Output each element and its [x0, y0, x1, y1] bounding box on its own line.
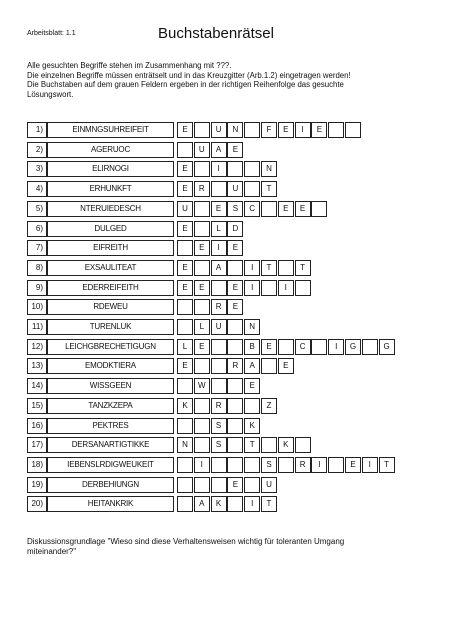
row-number: 19) — [27, 477, 47, 493]
answer-cell[interactable]: K — [244, 418, 260, 434]
answer-cell[interactable] — [194, 122, 210, 138]
answer-cell[interactable] — [278, 260, 294, 276]
answer-cell[interactable]: R — [194, 181, 210, 197]
answer-cell[interactable]: L — [194, 319, 210, 335]
answer-cell[interactable]: I — [328, 339, 344, 355]
answer-cell[interactable]: I — [244, 260, 260, 276]
answer-cell[interactable]: E — [227, 477, 243, 493]
answer-cell[interactable]: I — [244, 280, 260, 296]
row-number: 17) — [27, 437, 47, 453]
answer-cell[interactable] — [194, 477, 210, 493]
answer-cell[interactable]: N — [177, 437, 193, 453]
row-number: 7) — [27, 240, 47, 256]
answer-cell[interactable] — [261, 280, 277, 296]
answer-cell[interactable]: T — [379, 457, 395, 473]
scrambled-word: EXSAULITEAT — [47, 260, 174, 276]
puzzle-row — [27, 319, 447, 335]
scrambled-word: NTERUIEDESCH — [47, 201, 174, 217]
answer-cell[interactable] — [244, 161, 260, 177]
scrambled-word: WISSGEEN — [47, 378, 174, 394]
sheet-label: Arbeitsblatt: 1.1 — [27, 30, 76, 37]
answer-cell[interactable]: R — [295, 457, 311, 473]
answer-cell[interactable] — [211, 378, 227, 394]
answer-cell[interactable] — [177, 319, 193, 335]
answer-cell[interactable]: S — [261, 457, 277, 473]
row-number: 13) — [27, 358, 47, 374]
scrambled-word: TURENLUK — [47, 319, 174, 335]
scrambled-word: DERBEHIUNGN — [47, 477, 174, 493]
row-number: 12) — [27, 339, 47, 355]
answer-cell[interactable]: T — [295, 260, 311, 276]
answer-cell[interactable] — [227, 457, 243, 473]
scrambled-word: DERSANARTIGTIKKE — [47, 437, 174, 453]
answer-cell[interactable]: T — [261, 181, 277, 197]
answer-cell[interactable]: K — [278, 437, 294, 453]
row-number: 1) — [27, 122, 47, 138]
puzzle-row — [27, 122, 447, 138]
answer-cell[interactable]: E — [278, 358, 294, 374]
puzzle-row — [27, 398, 447, 414]
row-number: 9) — [27, 280, 47, 296]
answer-cell[interactable]: I — [362, 457, 378, 473]
answer-cell[interactable] — [244, 398, 260, 414]
answer-cell[interactable] — [211, 457, 227, 473]
answer-cell[interactable]: E — [345, 457, 361, 473]
answer-cell[interactable] — [278, 339, 294, 355]
answer-cell[interactable]: N — [227, 122, 243, 138]
answer-cell[interactable] — [211, 358, 227, 374]
scrambled-word: EDERREIFEITH — [47, 280, 174, 296]
answer-cell[interactable]: E — [295, 201, 311, 217]
instruction-line: Die einzelnen Begriffe müssen enträtselt und in das Kreuzgitter (Arb.1.2) eingetragen werden! — [27, 70, 351, 80]
answer-cell[interactable]: A — [211, 142, 227, 158]
answer-cell[interactable]: E — [227, 240, 243, 256]
row-number: 3) — [27, 161, 47, 177]
answer-cell[interactable] — [177, 378, 193, 394]
instruction-line: Lösungswort. — [27, 89, 74, 99]
answer-cell[interactable] — [295, 280, 311, 296]
answer-cell[interactable]: A — [211, 260, 227, 276]
answer-cell[interactable] — [295, 437, 311, 453]
answer-cell[interactable]: S — [211, 437, 227, 453]
answer-cell[interactable] — [194, 260, 210, 276]
puzzle-row — [27, 477, 447, 493]
puzzle-row — [27, 378, 447, 394]
answer-cell[interactable]: E — [261, 339, 277, 355]
answer-cell[interactable]: U — [227, 181, 243, 197]
answer-cell[interactable] — [227, 161, 243, 177]
row-number: 8) — [27, 260, 47, 276]
answer-cell[interactable] — [194, 358, 210, 374]
answer-cell[interactable]: U — [177, 201, 193, 217]
answer-cell[interactable]: B — [244, 339, 260, 355]
answer-cell[interactable] — [227, 378, 243, 394]
answer-cell[interactable]: G — [345, 339, 361, 355]
answer-cell[interactable]: E — [194, 240, 210, 256]
answer-cell[interactable]: S — [227, 201, 243, 217]
scrambled-word: LEICHGBRECHETIGUGN — [47, 339, 174, 355]
answer-cell[interactable]: K — [177, 398, 193, 414]
puzzle-row — [27, 358, 447, 374]
puzzle-row — [27, 418, 447, 434]
puzzle-row — [27, 260, 447, 276]
scrambled-word: PEKTRES — [47, 418, 174, 434]
answer-cell[interactable]: E — [227, 280, 243, 296]
answer-cell[interactable]: E — [177, 221, 193, 237]
answer-cell[interactable]: U — [194, 142, 210, 158]
answer-cell[interactable] — [227, 260, 243, 276]
row-number: 4) — [27, 181, 47, 197]
answer-cell[interactable]: T — [244, 437, 260, 453]
answer-cell[interactable] — [227, 418, 243, 434]
scrambled-word: RDEWEU — [47, 299, 174, 315]
answer-cell[interactable] — [227, 398, 243, 414]
row-number: 11) — [27, 319, 47, 335]
instruction-line: Alle gesuchten Begriffe stehen im Zusammenhang mit ???. — [27, 61, 232, 70]
answer-cell[interactable] — [227, 339, 243, 355]
answer-cell[interactable]: I — [311, 457, 327, 473]
answer-cell[interactable]: A — [244, 358, 260, 374]
answer-cell[interactable]: E — [278, 201, 294, 217]
answer-cell[interactable]: E — [177, 161, 193, 177]
scrambled-word: EIFREITH — [47, 240, 174, 256]
answer-cell[interactable] — [177, 418, 193, 434]
scrambled-word: ERHUNKFT — [47, 181, 174, 197]
answer-cell[interactable] — [261, 201, 277, 217]
answer-cell[interactable]: R — [227, 358, 243, 374]
row-number: 2) — [27, 142, 47, 158]
answer-cell[interactable] — [244, 457, 260, 473]
answer-cell[interactable] — [244, 181, 260, 197]
answer-cell[interactable]: U — [211, 319, 227, 335]
answer-cell[interactable] — [328, 457, 344, 473]
answer-cell[interactable]: E — [177, 122, 193, 138]
answer-cell[interactable]: T — [261, 496, 277, 512]
answer-cell[interactable]: A — [194, 496, 210, 512]
puzzle-row — [27, 457, 447, 473]
answer-cell[interactable]: R — [211, 299, 227, 315]
answer-cell[interactable] — [227, 319, 243, 335]
answer-cell[interactable] — [177, 457, 193, 473]
puzzle-row — [27, 181, 447, 197]
answer-cell[interactable]: T — [261, 260, 277, 276]
answer-cell[interactable]: I — [194, 457, 210, 473]
answer-cell[interactable] — [261, 437, 277, 453]
answer-cell[interactable]: E — [177, 280, 193, 296]
discussion-line: Diskussionsgrundlage "Wieso sind diese Verhaltensweisen wichtig für toleranten Umgang — [27, 537, 345, 546]
page-title: Buchstabenrätsel — [158, 25, 274, 42]
puzzle-row — [27, 280, 447, 296]
puzzle-row — [27, 339, 447, 355]
scrambled-word: EMODKTIERA — [47, 358, 174, 374]
puzzle-row — [27, 437, 447, 453]
row-number: 20) — [27, 496, 47, 512]
puzzle-row — [27, 299, 447, 315]
answer-cell[interactable]: R — [211, 398, 227, 414]
answer-cell[interactable]: G — [379, 339, 395, 355]
answer-cell[interactable]: I — [211, 161, 227, 177]
answer-cell[interactable] — [244, 122, 260, 138]
answer-cell[interactable] — [177, 496, 193, 512]
answer-cell[interactable] — [177, 299, 193, 315]
answer-cell[interactable]: W — [194, 378, 210, 394]
answer-cell[interactable] — [278, 457, 294, 473]
answer-cell[interactable] — [194, 161, 210, 177]
answer-cell[interactable]: N — [261, 161, 277, 177]
answer-cell[interactable]: E — [194, 280, 210, 296]
answer-cell[interactable] — [194, 437, 210, 453]
answer-cell[interactable]: S — [211, 418, 227, 434]
answer-cell[interactable]: I — [244, 496, 260, 512]
discussion-prompt — [27, 537, 437, 557]
scrambled-word: DULGED — [47, 221, 174, 237]
puzzle-row — [27, 142, 447, 158]
answer-cell[interactable] — [311, 339, 327, 355]
answer-cell[interactable]: E — [244, 378, 260, 394]
scrambled-word: EINMNGSUHREIFEIT — [47, 122, 174, 138]
puzzle-row — [27, 496, 447, 512]
answer-cell[interactable] — [194, 299, 210, 315]
puzzle-row — [27, 161, 447, 177]
answer-cell[interactable] — [211, 181, 227, 197]
answer-cell[interactable]: L — [177, 339, 193, 355]
answer-cell[interactable]: E — [311, 122, 327, 138]
answer-cell[interactable]: E — [194, 339, 210, 355]
answer-cell[interactable]: N — [244, 319, 260, 335]
answer-cell[interactable] — [311, 201, 327, 217]
answer-cell[interactable]: Z — [261, 398, 277, 414]
row-number: 16) — [27, 418, 47, 434]
answer-cell[interactable] — [194, 201, 210, 217]
answer-cell[interactable] — [328, 122, 344, 138]
scrambled-word: AGERUOC — [47, 142, 174, 158]
answer-cell[interactable]: E — [177, 181, 193, 197]
puzzle-row — [27, 221, 447, 237]
answer-cell[interactable]: I — [211, 240, 227, 256]
row-number: 18) — [27, 457, 47, 473]
scrambled-word: ELIRNOGI — [47, 161, 174, 177]
answer-cell[interactable]: E — [211, 201, 227, 217]
answer-cell[interactable]: E — [177, 358, 193, 374]
answer-cell[interactable]: F — [261, 122, 277, 138]
answer-cell[interactable] — [177, 142, 193, 158]
answer-cell[interactable] — [177, 240, 193, 256]
puzzle-row — [27, 201, 447, 217]
answer-cell[interactable] — [362, 339, 378, 355]
answer-cell[interactable] — [227, 437, 243, 453]
answer-cell[interactable]: E — [227, 142, 243, 158]
answer-cell[interactable] — [194, 398, 210, 414]
scrambled-word: TANZKZEPA — [47, 398, 174, 414]
answer-cell[interactable] — [211, 339, 227, 355]
answer-cell[interactable]: E — [177, 260, 193, 276]
answer-cell[interactable] — [345, 122, 361, 138]
answer-cell[interactable]: C — [295, 339, 311, 355]
answer-cell[interactable] — [194, 221, 210, 237]
answer-cell[interactable] — [211, 477, 227, 493]
answer-cell[interactable]: E — [227, 299, 243, 315]
answer-cell[interactable] — [177, 477, 193, 493]
answer-cell[interactable]: D — [227, 221, 243, 237]
answer-cell[interactable] — [211, 280, 227, 296]
answer-cell[interactable]: E — [278, 122, 294, 138]
instruction-line: Die Buchstaben auf dem grauen Feldern ergeben in der richtigen Reihenfolge das gesuchte — [27, 80, 344, 90]
row-number: 5) — [27, 201, 47, 217]
answer-cell[interactable] — [244, 477, 260, 493]
row-number: 15) — [27, 398, 47, 414]
row-number: 6) — [27, 221, 47, 237]
answer-cell[interactable]: I — [295, 122, 311, 138]
discussion-line: miteinander?" — [27, 547, 77, 556]
answer-cell[interactable]: U — [211, 122, 227, 138]
answer-cell[interactable] — [227, 496, 243, 512]
answer-cell[interactable]: I — [278, 280, 294, 296]
row-number: 14) — [27, 378, 47, 394]
answer-cell[interactable] — [194, 418, 210, 434]
answer-cell[interactable]: C — [244, 201, 260, 217]
instructions — [27, 61, 437, 99]
answer-cell[interactable]: K — [211, 496, 227, 512]
scrambled-word: HEITANKRIK — [47, 496, 174, 512]
scrambled-word: IEBENSLRDIGWEUKEIT — [47, 457, 174, 473]
answer-cell[interactable]: U — [261, 477, 277, 493]
answer-cell[interactable]: L — [211, 221, 227, 237]
answer-cell[interactable] — [261, 358, 277, 374]
row-number: 10) — [27, 299, 47, 315]
puzzle-row — [27, 240, 447, 256]
